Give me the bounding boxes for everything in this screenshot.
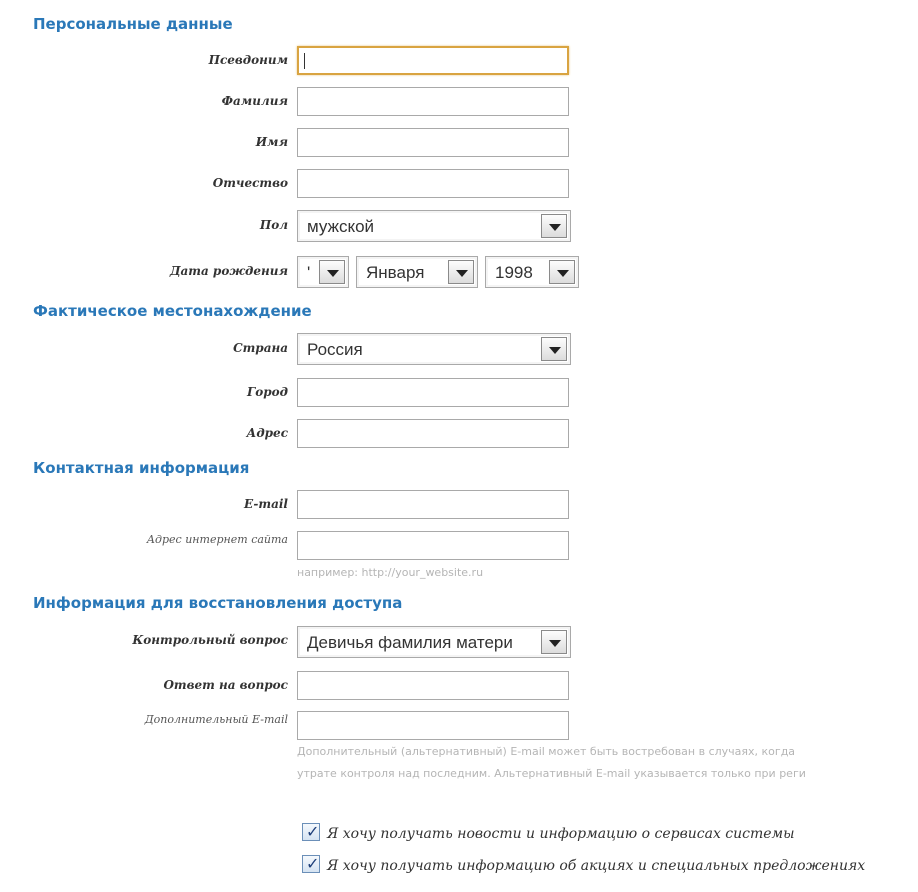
security-question-select[interactable] xyxy=(297,626,571,658)
birth-year-select[interactable] xyxy=(485,256,579,288)
country-dropdown-button[interactable] xyxy=(541,337,567,361)
news-checkbox[interactable] xyxy=(302,823,320,841)
surname-label: Фамилия xyxy=(221,94,288,108)
patronymic-label: Отчество xyxy=(212,176,288,190)
extra-email-label: Дополнительный E-mail xyxy=(144,713,288,726)
security-question-value: Девичья фамилия матери xyxy=(307,633,513,652)
name-label: Имя xyxy=(255,135,288,149)
country-label: Страна xyxy=(233,341,288,355)
news-checkbox-label: Я хочу получать новости и информацию о сервисах системы xyxy=(327,826,795,842)
promo-checkbox-label: Я хочу получать информацию об акциях и специальных предложениях xyxy=(327,858,866,874)
country-select[interactable] xyxy=(297,333,571,365)
birth-month-dropdown-button[interactable] xyxy=(448,260,474,284)
birth-day-select[interactable] xyxy=(297,256,349,288)
name-input[interactable] xyxy=(297,128,569,157)
chevron-down-icon xyxy=(549,224,561,231)
extra-email-hint-line1: Дополнительный (альтернативный) E-mail может быть востребован в случаях, когда xyxy=(297,745,796,758)
gender-dropdown-button[interactable] xyxy=(541,214,567,238)
chevron-down-icon xyxy=(549,640,561,647)
website-hint: например: http://your_website.ru xyxy=(297,566,484,579)
chevron-down-icon xyxy=(557,270,569,277)
security-question-label: Контрольный вопрос xyxy=(132,633,288,647)
address-label: Адрес xyxy=(246,426,288,440)
website-input[interactable] xyxy=(297,531,569,560)
nickname-label: Псевдоним xyxy=(208,53,288,67)
birth-day-dropdown-button[interactable] xyxy=(319,260,345,284)
gender-select[interactable] xyxy=(297,210,571,242)
checkmark-icon: ✓ xyxy=(306,822,320,841)
patronymic-input[interactable] xyxy=(297,169,569,198)
city-input[interactable] xyxy=(297,378,569,407)
email-input[interactable] xyxy=(297,490,569,519)
gender-label: Пол xyxy=(259,218,288,232)
security-question-dropdown-button[interactable] xyxy=(541,630,567,654)
address-input[interactable] xyxy=(297,419,569,448)
answer-input[interactable] xyxy=(297,671,569,700)
nickname-input[interactable] xyxy=(297,46,569,75)
promo-checkbox[interactable] xyxy=(302,855,320,873)
surname-input[interactable] xyxy=(297,87,569,116)
website-label: Адрес интернет сайта xyxy=(146,533,288,546)
section-title-recovery: Информация для восстановления доступа xyxy=(33,594,403,612)
chevron-down-icon xyxy=(456,270,468,277)
birth-month-select[interactable] xyxy=(356,256,478,288)
extra-email-input[interactable] xyxy=(297,711,569,740)
checkmark-icon: ✓ xyxy=(306,854,320,873)
section-title-location: Фактическое местонахождение xyxy=(33,302,312,320)
answer-label: Ответ на вопрос xyxy=(163,678,288,692)
country-select-value: Россия xyxy=(307,340,363,359)
birth-year-value: 1998 xyxy=(495,263,533,282)
gender-select-value: мужской xyxy=(307,217,375,236)
email-label: E-mail xyxy=(244,497,288,511)
section-title-contact: Контактная информация xyxy=(33,459,250,477)
section-title-personal: Персональные данные xyxy=(33,15,233,33)
text-caret xyxy=(304,53,305,69)
chevron-down-icon xyxy=(549,347,561,354)
birth-day-value: ' xyxy=(307,263,311,282)
birth-year-dropdown-button[interactable] xyxy=(549,260,575,284)
birth-month-value: Января xyxy=(366,263,425,282)
extra-email-hint-line2: утрате контроля над последним. Альтернативный E-mail указывается только при реги xyxy=(297,767,806,780)
chevron-down-icon xyxy=(327,270,339,277)
birthdate-label: Дата рождения xyxy=(169,264,288,278)
city-label: Город xyxy=(246,385,288,399)
